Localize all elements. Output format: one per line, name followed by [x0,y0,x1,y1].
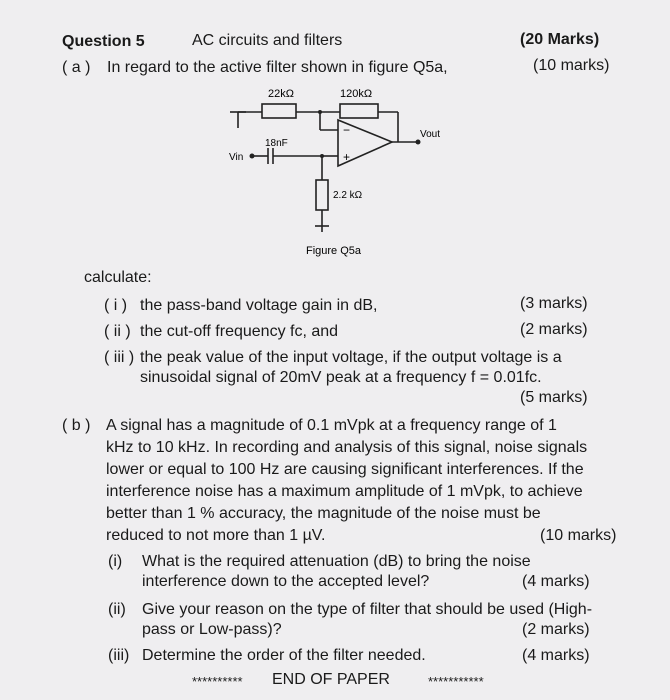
part-b-line-4: interference noise has a maximum amplitude of 1 mVpk, to achieve [106,483,583,500]
part-a-marks: (10 marks) [533,57,610,74]
part-b-line-5: better than 1 % accuracy, the magnitude of the noise must be [106,505,541,522]
footer-stars-left: ********** [192,674,243,689]
a-item-iii-marks: (5 marks) [520,389,588,406]
opamp-minus: − [343,123,351,137]
a-item-i-marks: (3 marks) [520,295,588,312]
b-item-iii-text: Determine the order of the filter needed. [142,647,426,664]
a-item-i-num: ( i ) [104,297,128,314]
question-number: Question 5 [62,33,145,50]
part-a-prompt: In regard to the active filter shown in figure Q5a, [107,59,448,76]
b-item-ii-text: Give your reason on the type of filter that should be used (High- [142,601,593,618]
part-b-marks: (10 marks) [540,527,617,544]
b-item-ii-num: (ii) [108,601,126,618]
figure-caption: Figure Q5a [306,245,362,257]
vout-label: Vout [420,129,441,140]
a-item-ii-num: ( ii ) [104,323,131,340]
vin-label: Vin [229,152,244,163]
c1-label: 18nF [265,138,288,149]
a-item-ii-text: the cut-off frequency fc, and [140,323,339,340]
part-a-label: ( a ) [62,59,91,76]
b-item-ii-text2: pass or Low-pass)? [142,621,282,638]
part-b-line-2: kHz to 10 kHz. In recording and analysis of this signal, noise signals [106,439,588,456]
part-b-label: ( b ) [62,417,91,434]
part-b-line-6: reduced to not more than 1 µV. [106,527,326,544]
footer-stars-right: *********** [428,674,484,689]
r2-label: 120kΩ [340,88,373,100]
total-marks: (20 Marks) [520,31,600,48]
a-item-ii-marks: (2 marks) [520,321,588,338]
r3-label: 2.2 kΩ [333,190,363,201]
b-item-i-marks: (4 marks) [522,573,590,590]
part-b-line-1: A signal has a magnitude of 0.1 mVpk at a frequency range of 1 [106,417,557,434]
question-topic: AC circuits and filters [192,32,343,49]
a-item-iii-num: ( iii ) [104,349,135,366]
b-item-i-num: (i) [108,553,123,570]
b-item-i-text2: interference down to the accepted level? [142,573,430,590]
calculate-label: calculate: [84,269,152,286]
end-of-paper: END OF PAPER [272,671,390,688]
r1-label: 22kΩ [268,88,294,100]
a-item-iii-text2: sinusoidal signal of 20mV peak at a frequency f = 0.01fc. [140,369,542,386]
opamp-plus: + [343,150,351,164]
a-item-i-text: the pass-band voltage gain in dB, [140,297,378,314]
b-item-i-text: What is the required attenuation (dB) to bring the noise [142,553,531,570]
b-item-iii-num: (iii) [108,647,130,664]
b-item-ii-marks: (2 marks) [522,621,590,638]
a-item-iii-text: the peak value of the input voltage, if the output voltage is a [140,349,562,366]
part-b-line-3: lower or equal to 100 Hz are causing significant interferences. If the [106,461,584,478]
b-item-iii-marks: (4 marks) [522,647,590,664]
